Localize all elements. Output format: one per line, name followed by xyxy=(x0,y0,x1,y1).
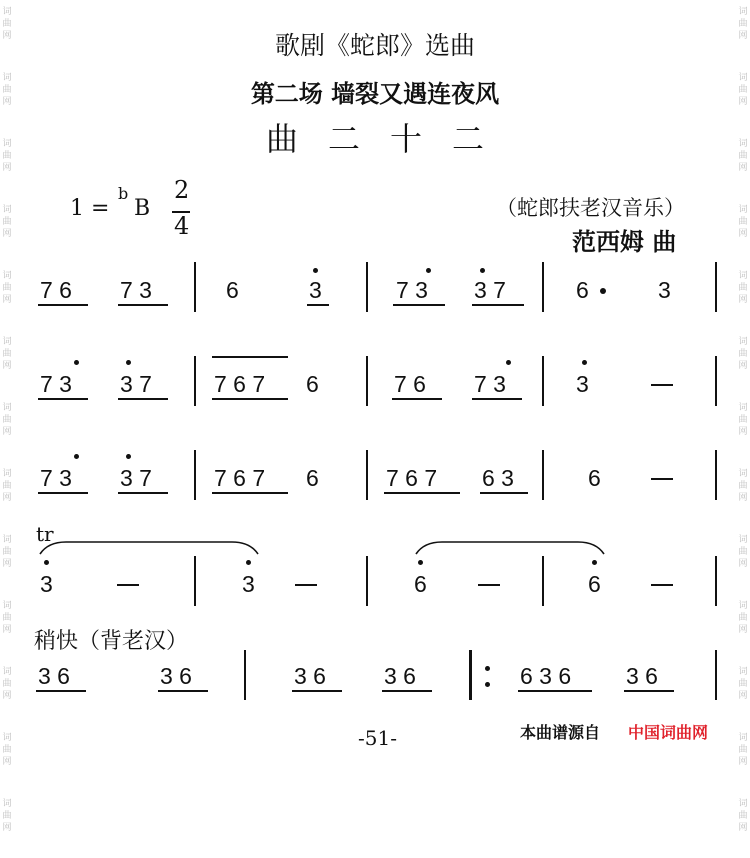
high-octave-dot xyxy=(126,360,131,365)
watermark-char: 词 xyxy=(738,403,748,413)
note-group: 3 7 xyxy=(120,371,152,397)
watermark-char: 词 xyxy=(738,733,748,743)
watermark-char: 词 xyxy=(738,667,748,677)
watermark-char: 词 xyxy=(2,403,12,413)
barline xyxy=(194,556,196,606)
underline xyxy=(38,492,88,494)
note-group: 7 3 xyxy=(120,277,152,303)
high-octave-dot xyxy=(74,454,79,459)
underline xyxy=(392,398,442,400)
watermark-unit xyxy=(0,726,14,792)
barline xyxy=(366,450,368,500)
watermark-char: 词 xyxy=(2,535,12,545)
note-group: 6 3 xyxy=(482,465,514,491)
barline xyxy=(542,556,544,606)
note-group: 7 6 xyxy=(40,277,72,303)
watermark-char: 网 xyxy=(738,823,748,833)
underline xyxy=(118,304,168,306)
watermark-char: 网 xyxy=(2,31,12,41)
piece-number: 曲二十二 xyxy=(265,120,514,158)
watermark-char: 网 xyxy=(2,823,12,833)
watermark-char: 词 xyxy=(2,469,12,479)
watermark-char: 曲 xyxy=(738,217,748,227)
watermark-char: 曲 xyxy=(2,547,12,557)
watermark-unit xyxy=(0,660,14,726)
watermark-char: 曲 xyxy=(2,679,12,689)
underline xyxy=(118,492,168,494)
barline xyxy=(194,262,196,312)
note-group: 3 7 xyxy=(120,465,152,491)
high-octave-dot xyxy=(44,560,49,565)
watermark-char: 网 xyxy=(2,757,12,767)
source-label: 本曲谱源自 xyxy=(520,723,601,742)
dotted-line xyxy=(212,356,288,358)
barline xyxy=(194,356,196,406)
watermark-char: 词 xyxy=(738,535,748,545)
watermark-char: 曲 xyxy=(738,85,748,95)
high-octave-dot xyxy=(313,268,318,273)
watermark-char: 网 xyxy=(2,493,12,503)
watermark-char: 曲 xyxy=(2,481,12,491)
note: 3 xyxy=(242,571,255,597)
watermark-char: 曲 xyxy=(738,745,748,755)
repeat-barline xyxy=(469,650,472,700)
high-octave-dot xyxy=(592,560,597,565)
barline xyxy=(542,356,544,406)
note-group: 7 6 7 xyxy=(214,371,266,397)
watermark-unit xyxy=(736,330,750,396)
watermark-char: 词 xyxy=(738,7,748,17)
underline xyxy=(382,690,432,692)
watermark-char: 网 xyxy=(738,625,748,635)
watermark-char: 词 xyxy=(2,139,12,149)
high-octave-dot xyxy=(126,454,131,459)
barline xyxy=(244,650,246,700)
watermark-char: 曲 xyxy=(738,283,748,293)
watermark-char: 网 xyxy=(2,691,12,701)
barline xyxy=(542,262,544,312)
watermark-char: 曲 xyxy=(738,151,748,161)
watermark-char: 网 xyxy=(738,757,748,767)
watermark-char: 词 xyxy=(2,667,12,677)
high-octave-dot xyxy=(418,560,423,565)
time-sig-bottom: 4 xyxy=(174,212,190,240)
watermark-unit xyxy=(0,264,14,330)
barline xyxy=(542,450,544,500)
barline xyxy=(366,262,368,312)
watermark-char: 网 xyxy=(738,361,748,371)
tempo-marking: 稍快（背老汉） xyxy=(34,629,189,654)
watermark-char: 词 xyxy=(738,205,748,215)
barline xyxy=(366,556,368,606)
extension-dash xyxy=(651,584,673,586)
underline xyxy=(307,304,329,306)
note-group: 7 3 xyxy=(396,277,428,303)
source-site-link[interactable]: 中国词曲网 xyxy=(628,723,709,742)
scene-title: 第二场 墙裂又遇连夜风 xyxy=(250,79,500,108)
repeat-dot xyxy=(485,682,490,687)
high-octave-dot xyxy=(506,360,511,365)
watermark-unit xyxy=(0,462,14,528)
note-group: 3 6 xyxy=(38,663,70,689)
watermark-char: 网 xyxy=(738,427,748,437)
watermark-unit xyxy=(0,330,14,396)
trill-mark: tr xyxy=(36,522,54,546)
underline xyxy=(480,492,528,494)
page-number: -51- xyxy=(358,726,397,750)
watermark-char: 曲 xyxy=(738,349,748,359)
note: 6 xyxy=(588,571,601,597)
note-group: 6 3 6 xyxy=(520,663,572,689)
underline xyxy=(212,492,288,494)
note-group: 3 6 xyxy=(626,663,658,689)
underline xyxy=(38,304,88,306)
augmentation-dot xyxy=(600,288,606,294)
watermark-char: 网 xyxy=(2,361,12,371)
tie-slur xyxy=(412,536,612,558)
watermark-char: 曲 xyxy=(2,283,12,293)
note-group: 7 3 xyxy=(474,371,506,397)
watermark-unit xyxy=(736,660,750,726)
watermark-char: 词 xyxy=(2,271,12,281)
note-group: 3 6 xyxy=(160,663,192,689)
watermark-char: 曲 xyxy=(2,349,12,359)
underline xyxy=(292,690,342,692)
note: 3 xyxy=(40,571,53,597)
note: 6 xyxy=(576,277,589,303)
underline xyxy=(158,690,208,692)
barline xyxy=(715,556,717,606)
watermark-char: 词 xyxy=(2,601,12,611)
watermark-char: 网 xyxy=(2,559,12,569)
high-octave-dot xyxy=(246,560,251,565)
watermark-char: 网 xyxy=(738,229,748,239)
watermark-unit xyxy=(736,726,750,792)
watermark-char: 词 xyxy=(738,271,748,281)
watermark-char: 词 xyxy=(738,601,748,611)
key-note: B xyxy=(134,196,151,221)
watermark-char: 曲 xyxy=(2,217,12,227)
barline xyxy=(194,450,196,500)
watermark-char: 词 xyxy=(2,7,12,17)
barline xyxy=(715,356,717,406)
barline xyxy=(715,650,717,700)
opera-title: 歌剧《蛇郎》选曲 xyxy=(274,31,475,60)
watermark-char: 曲 xyxy=(738,415,748,425)
note: 3 xyxy=(658,277,671,303)
high-octave-dot xyxy=(582,360,587,365)
watermark-char: 曲 xyxy=(738,19,748,29)
note: 6 xyxy=(414,571,427,597)
watermark-char: 网 xyxy=(738,163,748,173)
watermark-char: 网 xyxy=(738,295,748,305)
note: 6 xyxy=(588,465,601,491)
high-octave-dot xyxy=(426,268,431,273)
watermark-char: 曲 xyxy=(738,547,748,557)
watermark-char: 网 xyxy=(738,31,748,41)
repeat-dot xyxy=(485,666,490,671)
watermark-char: 曲 xyxy=(738,679,748,689)
watermark-unit xyxy=(736,462,750,528)
note-group: 7 6 xyxy=(394,371,426,397)
watermark-char: 词 xyxy=(738,139,748,149)
key-prefix: 1 = xyxy=(70,196,110,221)
tie-slur xyxy=(36,536,266,558)
underline xyxy=(518,690,592,692)
music-attribution: （蛇郎扶老汉音乐） xyxy=(496,196,685,220)
watermark-char: 网 xyxy=(738,691,748,701)
high-octave-dot xyxy=(480,268,485,273)
watermark-char: 网 xyxy=(738,493,748,503)
extension-dash xyxy=(117,584,139,586)
note: 6 xyxy=(306,371,319,397)
extension-dash xyxy=(651,478,673,480)
watermark-char: 词 xyxy=(2,733,12,743)
watermark-char: 词 xyxy=(738,337,748,347)
underline xyxy=(36,690,86,692)
underline xyxy=(472,398,522,400)
note-group: 3 6 xyxy=(294,663,326,689)
watermark-char: 曲 xyxy=(2,85,12,95)
watermark-unit xyxy=(736,396,750,462)
watermark-char: 词 xyxy=(2,337,12,347)
watermark-unit xyxy=(736,792,750,858)
watermark-char: 网 xyxy=(738,97,748,107)
watermark-char: 曲 xyxy=(2,19,12,29)
watermark-char: 词 xyxy=(738,73,748,83)
extension-dash xyxy=(295,584,317,586)
note-group: 3 7 xyxy=(474,277,506,303)
watermark-char: 词 xyxy=(2,799,12,809)
note-group: 3 6 xyxy=(384,663,416,689)
watermark-char: 曲 xyxy=(738,481,748,491)
barline xyxy=(715,262,717,312)
extension-dash xyxy=(478,584,500,586)
underline xyxy=(118,398,168,400)
note: 6 xyxy=(306,465,319,491)
watermark-unit xyxy=(0,396,14,462)
watermark-char: 曲 xyxy=(2,151,12,161)
watermark-unit xyxy=(736,264,750,330)
underline xyxy=(624,690,674,692)
watermark-char: 网 xyxy=(2,163,12,173)
time-sig-top: 2 xyxy=(174,176,190,204)
note-group: 7 6 7 xyxy=(214,465,266,491)
watermark-char: 词 xyxy=(2,73,12,83)
note: 6 xyxy=(226,277,239,303)
composer-credit: 范西姆 曲 xyxy=(572,227,677,256)
watermark-char: 网 xyxy=(2,427,12,437)
watermark-unit xyxy=(0,528,14,594)
note: 3 xyxy=(309,277,322,303)
underline xyxy=(384,492,460,494)
underline xyxy=(393,304,445,306)
watermark-char: 网 xyxy=(2,295,12,305)
note-group: 7 3 xyxy=(40,371,72,397)
extension-dash xyxy=(651,384,673,386)
watermark-char: 曲 xyxy=(2,811,12,821)
barline xyxy=(366,356,368,406)
watermark-char: 网 xyxy=(2,97,12,107)
watermark-char: 曲 xyxy=(2,415,12,425)
watermark-char: 词 xyxy=(738,799,748,809)
watermark-unit xyxy=(0,594,14,660)
watermark-char: 网 xyxy=(2,229,12,239)
watermark-char: 曲 xyxy=(738,811,748,821)
watermark-char: 词 xyxy=(2,205,12,215)
watermark-unit xyxy=(736,528,750,594)
high-octave-dot xyxy=(74,360,79,365)
note-group: 7 3 xyxy=(40,465,72,491)
watermark-char: 曲 xyxy=(738,613,748,623)
note-group: 7 6 7 xyxy=(386,465,438,491)
watermark-unit xyxy=(0,198,14,264)
watermark-unit xyxy=(0,792,14,858)
note: 3 xyxy=(576,371,589,397)
watermark-char: 网 xyxy=(738,559,748,569)
watermark-char: 词 xyxy=(738,469,748,479)
watermark-unit xyxy=(736,198,750,264)
watermark-char: 曲 xyxy=(2,613,12,623)
underline xyxy=(212,398,288,400)
watermark-char: 曲 xyxy=(2,745,12,755)
underline xyxy=(38,398,88,400)
barline xyxy=(715,450,717,500)
underline xyxy=(472,304,524,306)
key-flat-sign: b xyxy=(118,184,129,203)
watermark-unit xyxy=(736,594,750,660)
watermark-char: 网 xyxy=(2,625,12,635)
